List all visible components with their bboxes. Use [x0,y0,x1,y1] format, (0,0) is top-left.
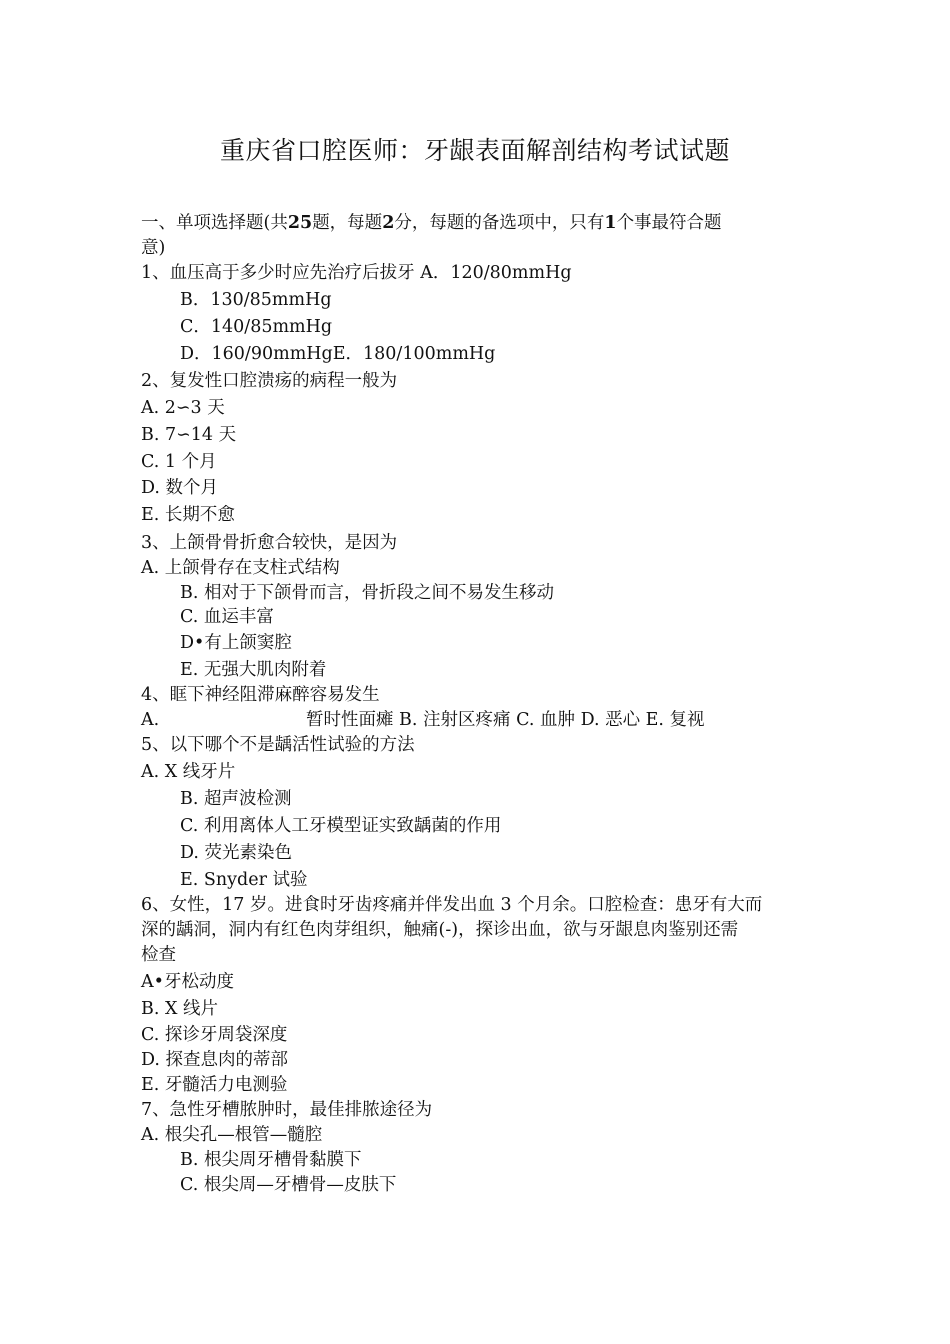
option-line: D. 探查息肉的蒂部 [141,1050,289,1070]
option-line: E. 无强大肌肉附着 [180,660,327,680]
option-line: C. 探诊牙周袋深度 [141,1025,288,1045]
option-line: A•牙松动度 [141,972,234,992]
option-line: C．140/85mmHg [180,317,333,337]
option-line: D•有上颌窦腔 [180,633,292,653]
option-line: A. 2∽3 天 [141,398,225,418]
section-heading-text: 一、单项选择题(共 [141,213,288,233]
section-heading-continued: 意) [141,238,166,258]
option-line: A. 上颌骨存在支柱式结构 [141,558,340,578]
section-heading-text: 题，每题 [312,213,383,233]
option-label: A. [141,710,160,730]
correct-option-count: 1 [604,213,617,233]
option-line: 暂时性面瘫 B. 注射区疼痛 C. 血肿 D. 恶心 E. 复视 [306,710,705,730]
section-heading-text: 个事最符合题 [616,213,722,233]
option-line: B. 根尖周牙槽骨黏膜下 [180,1150,362,1170]
question-5: 5、以下哪个不是龋活性试验的方法 [141,735,415,755]
option-line: C. 根尖周—牙槽骨—皮肤下 [180,1175,397,1195]
option-line: E. Snyder 试验 [180,870,308,890]
question-6-continued: 深的龋洞，洞内有红色肉芽组织，触痛(-)，探诊出血，欲与牙龈息肉鉴别还需 [141,920,739,940]
option-line: E. 牙髓活力电测验 [141,1075,288,1095]
question-3: 3、上颌骨骨折愈合较快，是因为 [141,533,398,553]
option-line: A. X 线牙片 [141,762,236,782]
option-line: E. 长期不愈 [141,505,235,525]
document-title: 重庆省口腔医师：牙龈表面解剖结构考试试题 [219,136,730,165]
option-line: C. 血运丰富 [180,607,274,627]
section-heading [141,211,722,235]
option-line: B. X 线片 [141,999,219,1019]
question-2: 2、复发性口腔溃疡的病程一般为 [141,371,398,391]
question-6: 6、女性，17 岁。进食时牙齿疼痛并伴发出血 3 个月余。口腔检查：患牙有大而 [141,895,763,915]
option-line: C. 利用离体人工牙模型证实致龋菌的作用 [180,816,502,836]
option-line: D. 荧光素染色 [180,843,293,863]
option-line: B. 超声波检测 [180,789,292,809]
option-line: D．160/90mmHgE．180/100mmHg [180,344,496,364]
question-4: 4、眶下神经阻滞麻醉容易发生 [141,685,380,705]
question-1: 1、血压高于多少时应先治疗后拔牙 A．120/80mmHg [141,263,572,283]
option-line: A. 根尖孔—根管—髓腔 [141,1125,323,1145]
option-line: B. 相对于下颌骨而言，骨折段之间不易发生移动 [180,583,554,603]
question-7: 7、急性牙槽脓肿时，最佳排脓途径为 [141,1100,433,1120]
points-per-question: 2 [382,213,395,233]
question-count: 25 [287,213,313,233]
option-line: B. 7∽14 天 [141,425,237,445]
option-line: D. 数个月 [141,478,219,498]
option-line: B．130/85mmHg [180,290,332,310]
question-6-continued: 检查 [141,945,176,965]
option-line: C. 1 个月 [141,452,217,472]
section-heading-text: 分，每题的备选项中，只有 [394,213,605,233]
